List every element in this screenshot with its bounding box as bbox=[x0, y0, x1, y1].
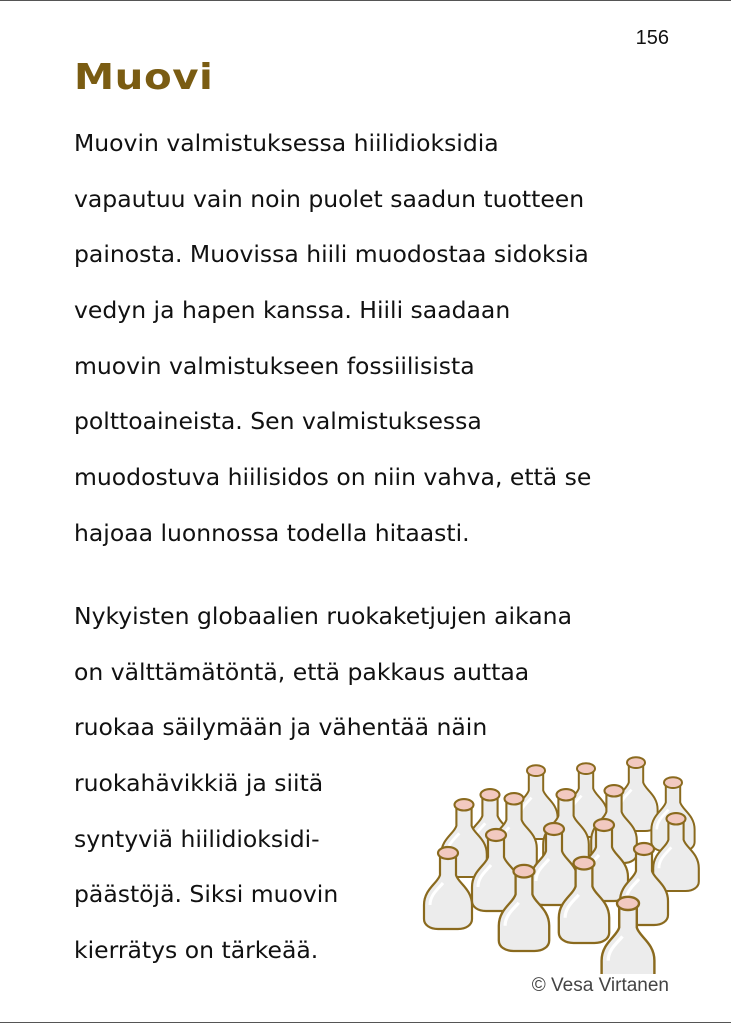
page-title: Muovi bbox=[74, 57, 214, 98]
text-line: Nykyisten globaalien ruokaketjujen aikana bbox=[74, 602, 572, 630]
paragraph-1 bbox=[74, 116, 591, 562]
text-line: ruokaa säilymään ja vähentää näin bbox=[74, 713, 488, 742]
text-line: vapautuu vain noin puolet saadun tuotteen bbox=[74, 184, 585, 213]
text-line: painosta. Muovissa hiili muodostaa sidoksia bbox=[74, 240, 589, 269]
text-line: päästöjä. Siksi muovin bbox=[74, 880, 339, 909]
plastic-bottles-illustration bbox=[418, 749, 708, 974]
text-line: polttoaineista. Sen valmistuksessa bbox=[74, 407, 482, 436]
page-number: 156 bbox=[635, 27, 669, 49]
text-line: on välttämätöntä, että pakkaus auttaa bbox=[74, 657, 530, 686]
text-line: vedyn ja hapen kanssa. Hiili saadaan bbox=[74, 296, 511, 325]
text-line: syntyviä hiilidioksidi- bbox=[74, 824, 320, 853]
text-line: Muovin valmistuksessa hiilidioksidia bbox=[74, 129, 499, 157]
text-line: muovin valmistukseen fossiilisista bbox=[74, 351, 475, 380]
text-line: ruokahävikkiä ja siitä bbox=[74, 769, 324, 798]
copyright-credit: © Vesa Virtanen bbox=[531, 975, 669, 996]
text-line: hajoaa luonnossa todella hitaasti. bbox=[74, 518, 470, 547]
text-line: kierrätys on tärkeää. bbox=[74, 936, 319, 965]
text-line: muodostuva hiilisidos on niin vahva, että se bbox=[74, 463, 592, 492]
